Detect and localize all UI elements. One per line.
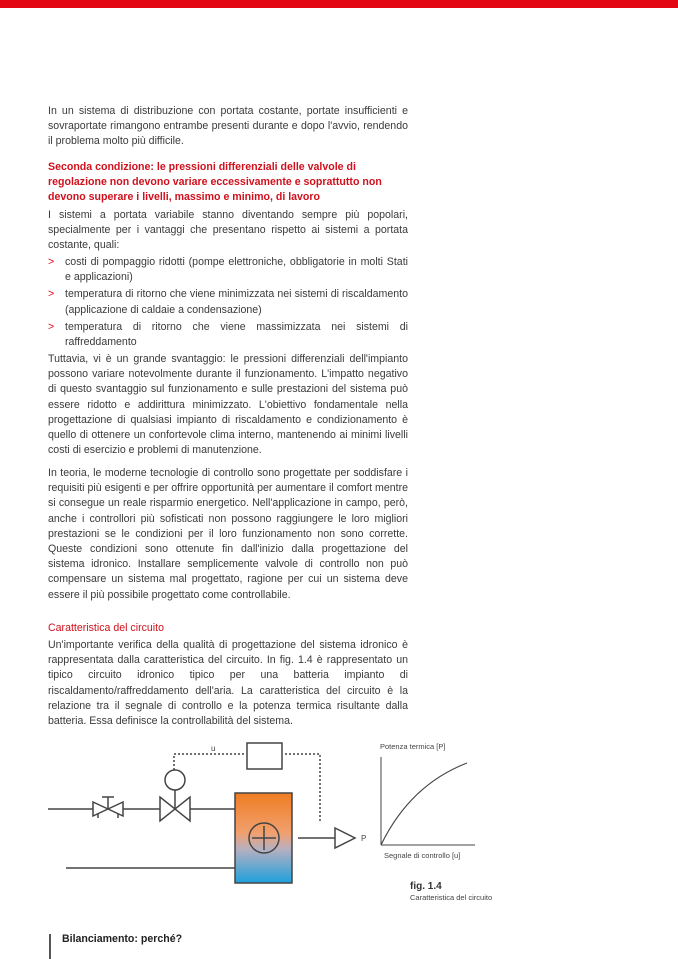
output-label: P xyxy=(361,834,367,843)
x-axis-label: Segnale di controllo [u] xyxy=(384,851,461,860)
subheading-circuit: Caratteristica del circuito xyxy=(48,622,164,634)
controller-box xyxy=(247,743,282,769)
paragraph-intro: In un sistema di distribuzione con portata costante, portate insufficienti e sovraportate rimangono entrambe presenti durante e dopo l'avvio, rendendo il problema molto più difficile. xyxy=(48,105,408,148)
figure-number: fig. 1.4 xyxy=(410,881,442,892)
signal-label: u xyxy=(211,744,216,753)
section-heading: Seconda condizione: le pressioni differenziali delle valvole di regolazione non devono variare eccessivamente e soprattutto non devono superare i livelli, massimo e minimo, di lavoro xyxy=(48,161,382,204)
paragraph-circuit: Un'importante verifica della qualità di progettazione del sistema idronico è rappresentata dalla caratteristica del circuito. In fig. 1.4 è rappresentato un tipico circuito idronico tipico per una batteria impianto di riscaldamento/raffreddamento dell'aria. La caratteristica del circuito è la relazione tra il segnale di controllo e la potenza termica risultante dalla batteria. Essa definisce la controllabilità del sistema. xyxy=(48,639,408,728)
list-item-text: costi di pompaggio ridotti (pompe elettroniche, obbligatorie in molti Stati e applicazioni) xyxy=(65,256,408,284)
list-item-text: temperatura di ritorno che viene massimizzata nei sistemi di raffreddamento xyxy=(65,320,408,349)
y-axis-label: Potenza termica [P] xyxy=(380,742,446,751)
characteristic-curve xyxy=(381,763,467,845)
balancing-valve-icon xyxy=(93,797,123,818)
chevron-right-icon: > xyxy=(48,320,55,333)
control-valve-icon xyxy=(160,770,190,821)
signal-line xyxy=(174,754,246,770)
chevron-right-icon: > xyxy=(48,256,55,268)
characteristic-chart xyxy=(381,757,475,845)
paragraph-variable-flow: I sistemi a portata variabile stanno diventando sempre più popolari, specialmente per i vantaggi che presentano rispetto ai sistemi a portata costante, quali: xyxy=(48,209,408,252)
figure-caption: Caratteristica del circuito xyxy=(410,893,493,902)
output-arrow-icon xyxy=(335,828,355,848)
footer-divider xyxy=(49,934,51,959)
paragraph-theory: In teoria, le moderne tecnologie di controllo sono progettate per soddisfare i requisiti più esigenti e per offrire opportunità per aumentare il comfort mentre si consegue un reale risparmio energetico. Nell'applicazione in campo, però, anche i controllori più sofisticati non possono raggiungere le loro migliori prestazioni se le condizioni per il loro funzionamento non sono corrette. Queste condizioni sono ottenute fin dall'inizio dalla progettazione del sistema idronico. Installare semplicemente valvole di controllo non può compensare un sistema mal progettato, ragione per cui un sistema deve essere il più possibile progettato come controllabile. xyxy=(48,467,408,601)
chevron-right-icon: > xyxy=(48,288,55,301)
list-item-text: temperatura di ritorno che viene minimizzata nei sistemi di riscaldamento (applicazione di caldaie a condensazione) xyxy=(65,288,408,316)
footer-section-title: Bilanciamento: perché? xyxy=(62,933,183,945)
paragraph-disadvantage: Tuttavia, vi è un grande svantaggio: le pressioni differenziali dell'impianto possono variare notevolmente durante il funzionamento. L'impatto negativo di questo svantaggio sul funzionamento e sulle prestazioni del sistema può essere ridotto e addirittura minimizzato. L'obiettivo fondamentale nella progettazione di qualsiasi impianto di riscaldamento e condizionamento è quello di ottenere un confortevole clima interno, mantenendo ai minimi livelli costi di esercizio e problemi di manutenzione. xyxy=(48,353,408,457)
